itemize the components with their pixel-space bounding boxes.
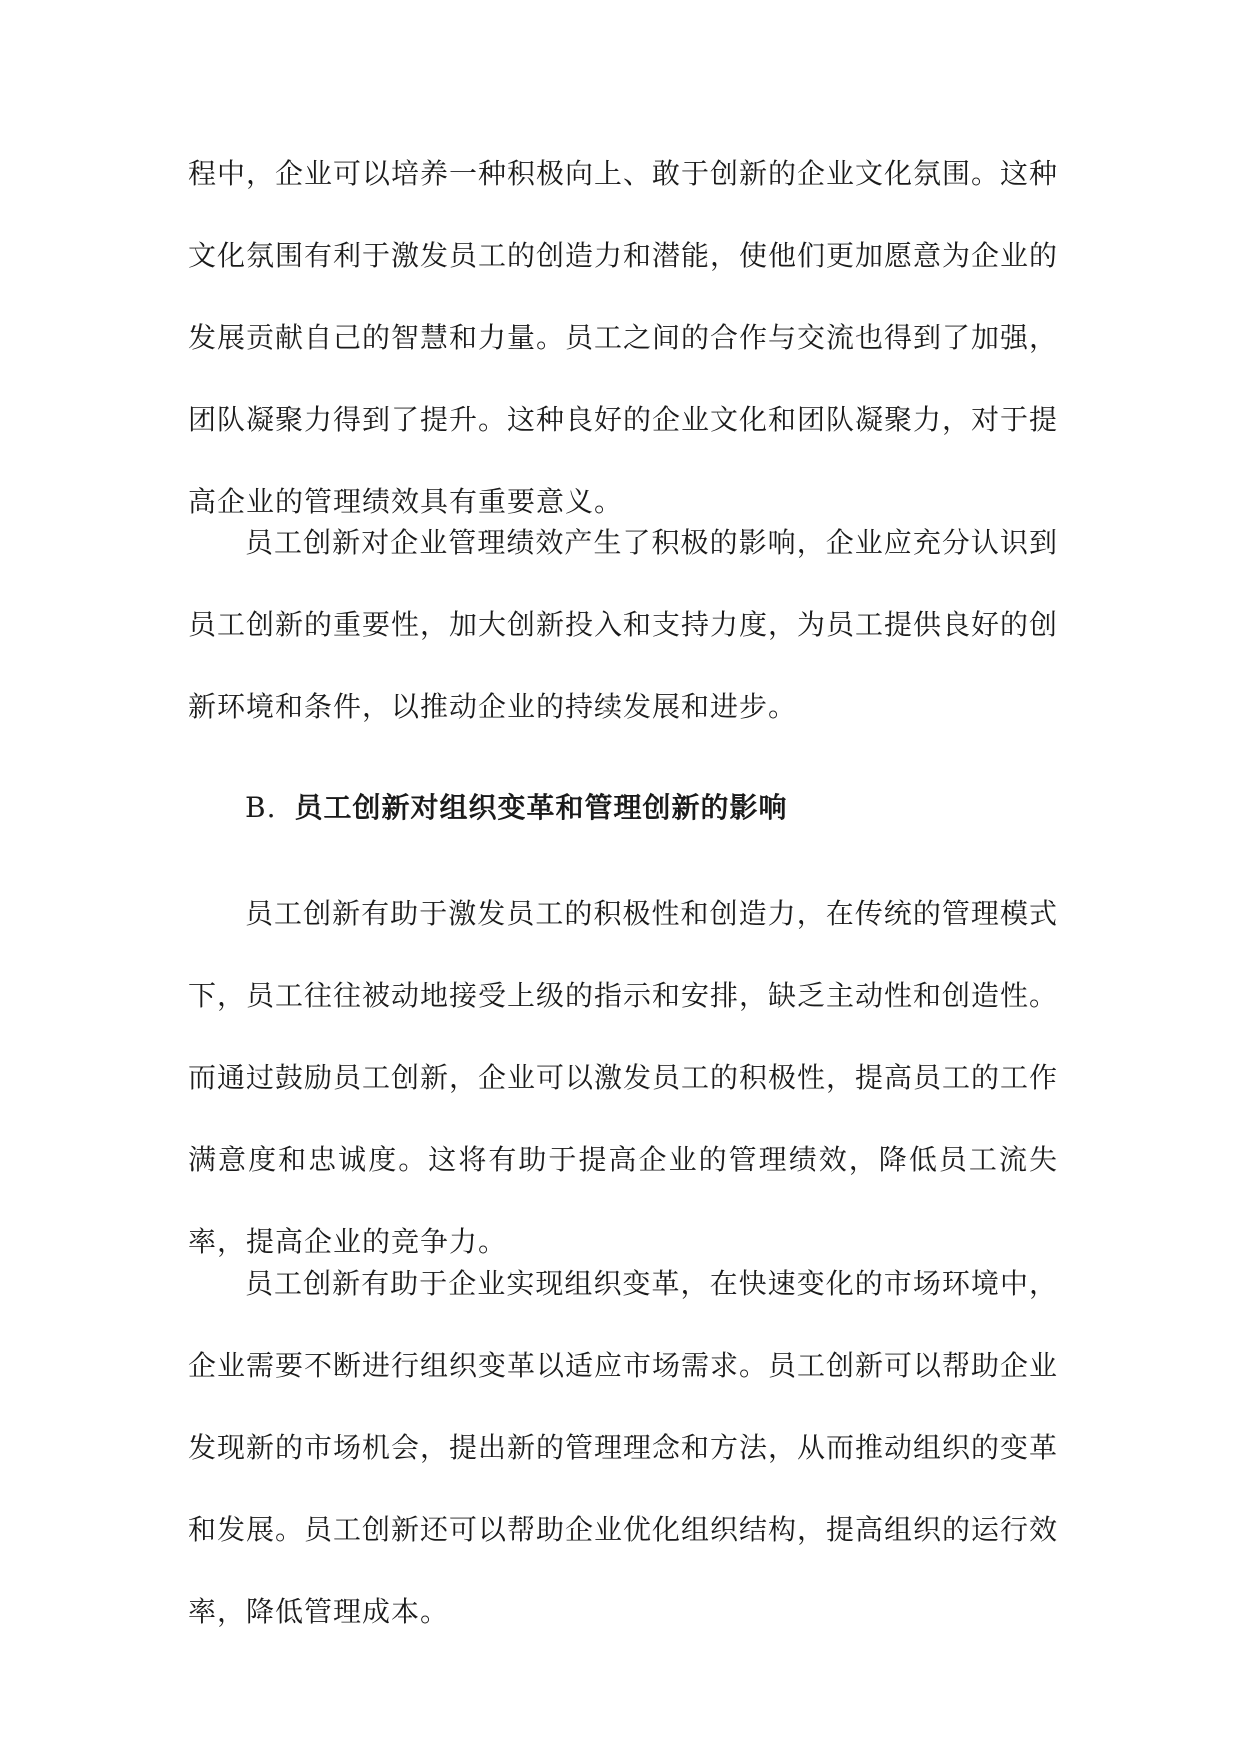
section-heading: [245, 788, 788, 828]
paragraph-motivation: 员工创新有助于激发员工的积极性和创造力，在传统的管理模式下，员工往往被动地接受上级的指示和安排，缺乏主动性和创造性。而通过鼓励员工创新，企业可以激发员工的积极性，提高员工的工作满意度和忠诚度。这将有助于提高企业的管理绩效，降低员工流失率，提高企业的竞争力。: [188, 897, 1059, 1258]
section-heading-label: B.: [245, 791, 277, 824]
paragraph-innovation-performance: 员工创新对企业管理绩效产生了积极的影响，企业应充分认识到员工创新的重要性，加大创新投入和支持力度，为员工提供良好的创新环境和条件，以推动企业的持续发展和进步。: [188, 526, 1059, 723]
paragraph-continued: 程中，企业可以培养一种积极向上、敢于创新的企业文化氛围。这种文化氛围有利于激发员工的创造力和潜能，使他们更加愿意为企业的发展贡献自己的智慧和力量。员工之间的合作与交流也得到了加强，团队凝聚力得到了提升。这种良好的企业文化和团队凝聚力，对于提高企业的管理绩效具有重要意义。: [188, 157, 1059, 518]
paragraph-organizational-change: 员工创新有助于企业实现组织变革，在快速变化的市场环境中，企业需要不断进行组织变革以适应市场需求。员工创新可以帮助企业发现新的市场机会，提出新的管理理念和方法，从而推动组织的变革和发展。员工创新还可以帮助企业优化组织结构，提高组织的运行效率，降低管理成本。: [188, 1267, 1059, 1628]
section-heading-title: 员工创新对组织变革和管理创新的影响: [294, 791, 788, 824]
